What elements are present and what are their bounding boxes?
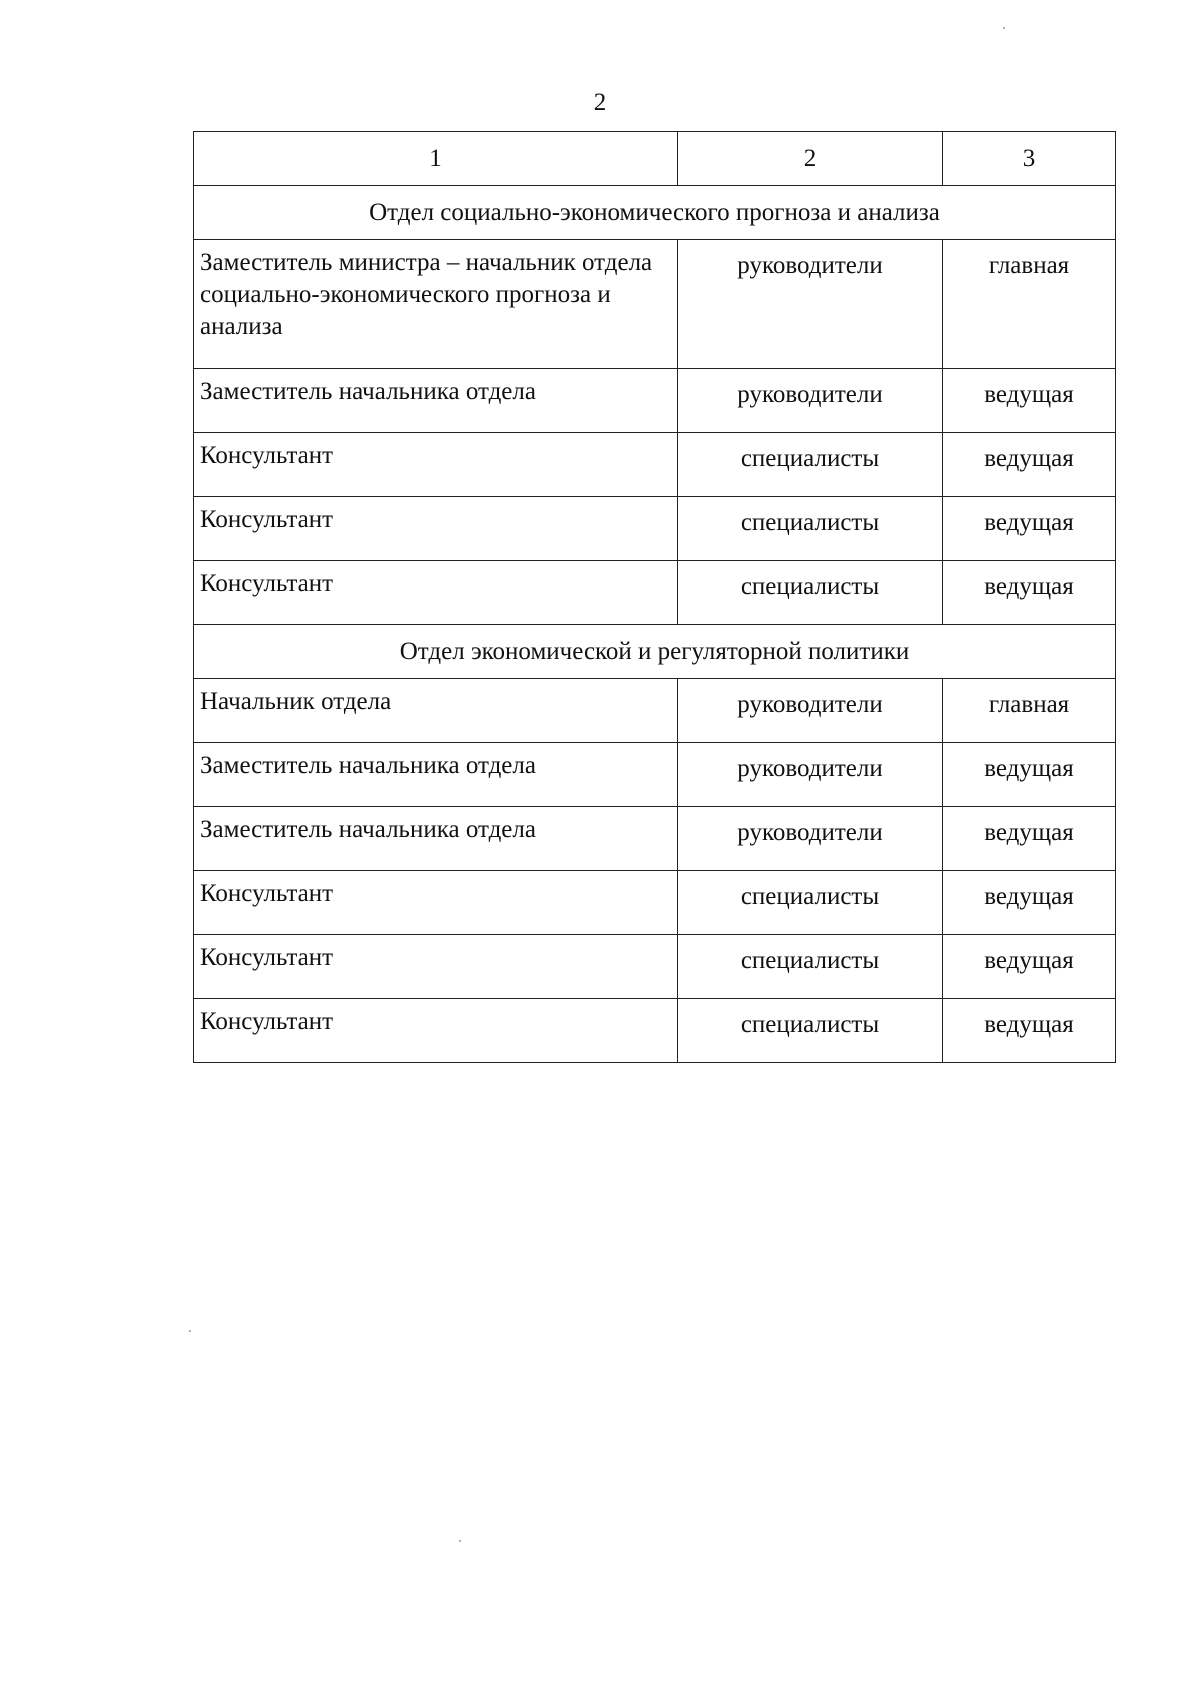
category-cell: руководители [678, 240, 943, 369]
group-cell: ведущая [943, 999, 1116, 1063]
group-cell: главная [943, 240, 1116, 369]
section-title: Отдел социально-экономического прогноза и анализа [194, 186, 1116, 240]
position-cell: Консультант [194, 871, 678, 935]
section-header [194, 625, 1116, 679]
table-row [194, 871, 1116, 935]
category-cell: руководители [678, 743, 943, 807]
table-row [194, 743, 1116, 807]
position-cell: Заместитель начальника отдела [194, 743, 678, 807]
table-row [194, 240, 1116, 369]
column-number-1: 1 [194, 132, 678, 186]
page-number: 2 [593, 89, 607, 116]
position-cell: Консультант [194, 935, 678, 999]
positions-table [193, 131, 1116, 1063]
group-cell: ведущая [943, 369, 1116, 433]
category-cell: специалисты [678, 497, 943, 561]
group-cell: ведущая [943, 935, 1116, 999]
category-cell: специалисты [678, 561, 943, 625]
position-cell: Заместитель министра – начальник отдела социально-экономического прогноза и анализа [194, 240, 678, 369]
column-number-2: 2 [678, 132, 943, 186]
scan-speck [459, 1540, 461, 1542]
table-header-row [194, 132, 1116, 186]
group-cell: ведущая [943, 743, 1116, 807]
table-row [194, 999, 1116, 1063]
position-cell: Начальник отдела [194, 679, 678, 743]
table-row [194, 433, 1116, 497]
category-cell: специалисты [678, 433, 943, 497]
position-cell: Консультант [194, 999, 678, 1063]
group-cell: ведущая [943, 497, 1116, 561]
group-cell: ведущая [943, 561, 1116, 625]
category-cell: специалисты [678, 871, 943, 935]
table-row [194, 369, 1116, 433]
group-cell: главная [943, 679, 1116, 743]
table-row [194, 561, 1116, 625]
scan-speck [1003, 27, 1005, 29]
category-cell: руководители [678, 807, 943, 871]
position-cell: Заместитель начальника отдела [194, 369, 678, 433]
position-cell: Заместитель начальника отдела [194, 807, 678, 871]
table-row [194, 935, 1116, 999]
position-cell: Консультант [194, 433, 678, 497]
category-cell: специалисты [678, 999, 943, 1063]
group-cell: ведущая [943, 433, 1116, 497]
position-cell: Консультант [194, 497, 678, 561]
section-header [194, 186, 1116, 240]
group-cell: ведущая [943, 807, 1116, 871]
position-cell: Консультант [194, 561, 678, 625]
category-cell: руководители [678, 369, 943, 433]
table-row [194, 497, 1116, 561]
category-cell: руководители [678, 679, 943, 743]
column-number-3: 3 [943, 132, 1116, 186]
scan-speck [189, 1330, 191, 1332]
category-cell: специалисты [678, 935, 943, 999]
section-title: Отдел экономической и регуляторной политики [194, 625, 1116, 679]
table-row [194, 807, 1116, 871]
table-row [194, 679, 1116, 743]
group-cell: ведущая [943, 871, 1116, 935]
